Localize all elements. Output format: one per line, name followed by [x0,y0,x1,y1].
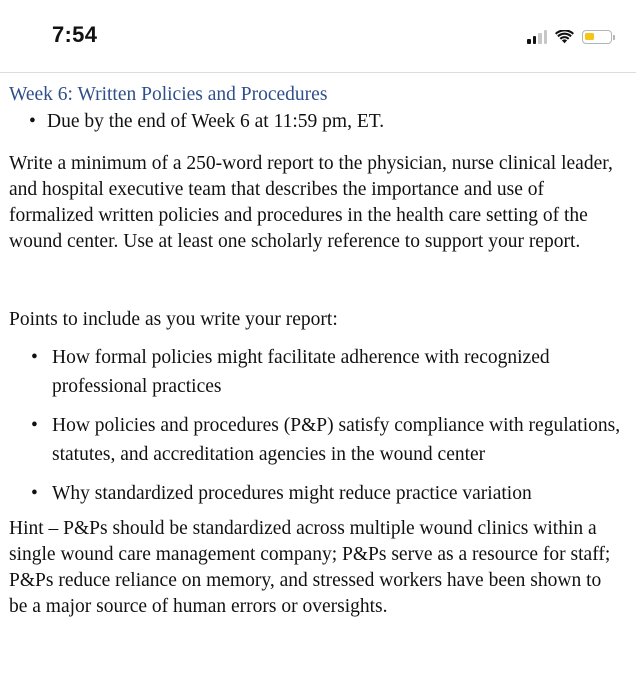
due-date-bullet [9,109,623,135]
bullet-icon: • [31,347,38,368]
bullet-icon: • [31,483,38,504]
point-text: How formal policies might facilitate adherence with recognized professional practices [52,347,550,397]
point-text: How policies and procedures (P&P) satisfy compliance with regulations, statutes, and accreditation agencies in the wound center [52,415,621,465]
header-divider [0,72,636,73]
bullet-icon: • [31,415,38,436]
battery-level-fill [585,33,594,40]
intro-paragraph: Write a minimum of a 250-word report to the physician, nurse clinical leader, and hospital executive team that describes the importance and use of formalized written policies and procedures in the health care setting of the wound center. Use at least one scholarly reference to support your report. [9,153,613,252]
battery-icon [582,30,612,44]
points-lead-text: Points to include as you write your report: [9,309,338,330]
assignment-content [9,82,623,620]
point-list-item [9,343,623,401]
status-bar [0,0,636,72]
point-list-item [9,479,623,508]
wifi-icon [555,30,574,44]
due-date-text: Due by the end of Week 6 at 11:59 pm, ET. [47,111,385,132]
cellular-signal-icon [527,30,547,44]
hint-paragraph: Hint – P&Ps should be standardized across multiple wound clinics within a single wound care management company; P&Ps serve as a resource for staff; P&Ps reduce reliance on memory, and stressed workers have been shown to be a major source of human errors or oversights. [9,518,611,617]
point-text: Why standardized procedures might reduce practice variation [52,483,532,504]
point-list-item [9,411,623,469]
clock-time: 7:54 [52,22,98,47]
status-icons [527,27,612,47]
assignment-heading: Week 6: Written Policies and Procedures [9,84,328,105]
bullet-icon: • [29,111,36,132]
